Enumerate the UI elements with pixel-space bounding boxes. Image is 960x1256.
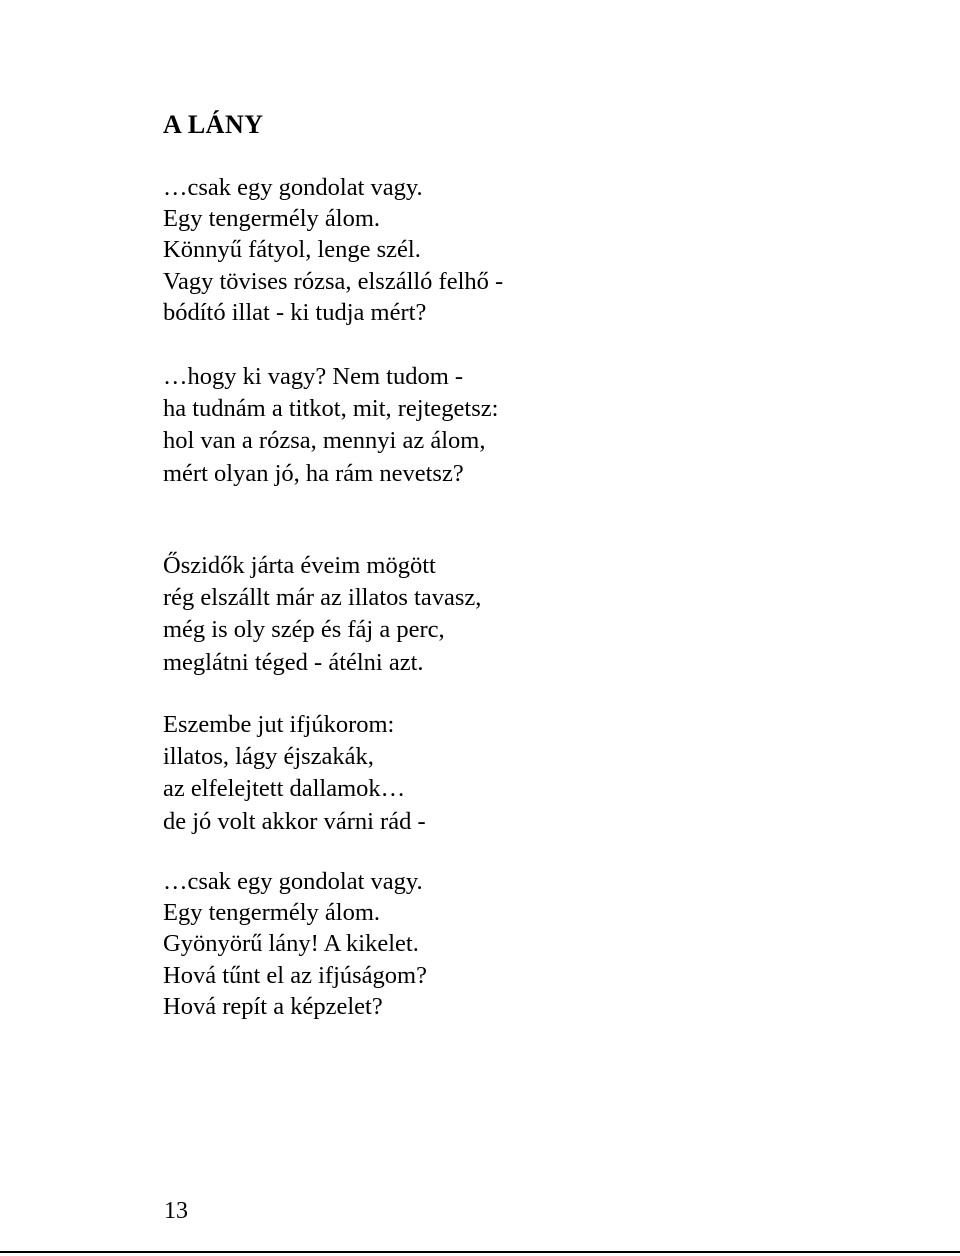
poem-line: Egy tengermély álom. <box>163 205 381 233</box>
poem-line: Hová tűnt el az ifjúságom? <box>163 961 427 989</box>
poem-line: de jó volt akkor várni rád - <box>163 807 426 835</box>
poem-line: Könnyű fátyol, lenge szél. <box>163 236 421 264</box>
poem-line: még is oly szép és fáj a perc, <box>163 616 445 644</box>
poem-line: Hová repít a képzelet? <box>163 992 383 1020</box>
stanza-1 <box>163 172 503 328</box>
poem-line: …hogy ki vagy? Nem tudom - <box>163 363 464 390</box>
poem-line: bódító illat - ki tudja mért? <box>163 298 427 326</box>
stanza-3 <box>163 550 481 679</box>
page-bottom-rule <box>0 1251 960 1253</box>
poem-line: Gyönyörű lány! A kikelet. <box>163 930 419 958</box>
poem-line: …csak egy gondolat vagy. <box>163 174 423 201</box>
poem-line: Őszidők járta éveim mögött <box>163 552 436 579</box>
stanza-5 <box>163 866 427 1022</box>
poem-line: meglátni téged - átélni azt. <box>163 648 424 676</box>
poem-line: mért olyan jó, ha rám nevetsz? <box>163 459 464 487</box>
poem-line: …csak egy gondolat vagy. <box>163 868 423 895</box>
stanza-2 <box>163 361 498 490</box>
page-number: 13 <box>164 1198 188 1224</box>
poem-title: A LÁNY <box>163 110 264 139</box>
poem-line: ha tudnám a titkot, mit, rejtegetsz: <box>163 395 499 423</box>
poem-line: Egy tengermély álom. <box>163 899 381 927</box>
poem-line: rég elszállt már az illatos tavasz, <box>163 584 482 612</box>
poem-line: hol van a rózsa, mennyi az álom, <box>163 427 486 455</box>
poem-line: Eszembe jut ifjúkorom: <box>163 711 395 738</box>
stanza-4 <box>163 709 426 838</box>
poem-line: Vagy tövises rózsa, elszálló felhő - <box>163 267 504 295</box>
poem-line: illatos, lágy éjszakák, <box>163 743 374 771</box>
poem-line: az elfelejtett dallamok… <box>163 775 406 803</box>
